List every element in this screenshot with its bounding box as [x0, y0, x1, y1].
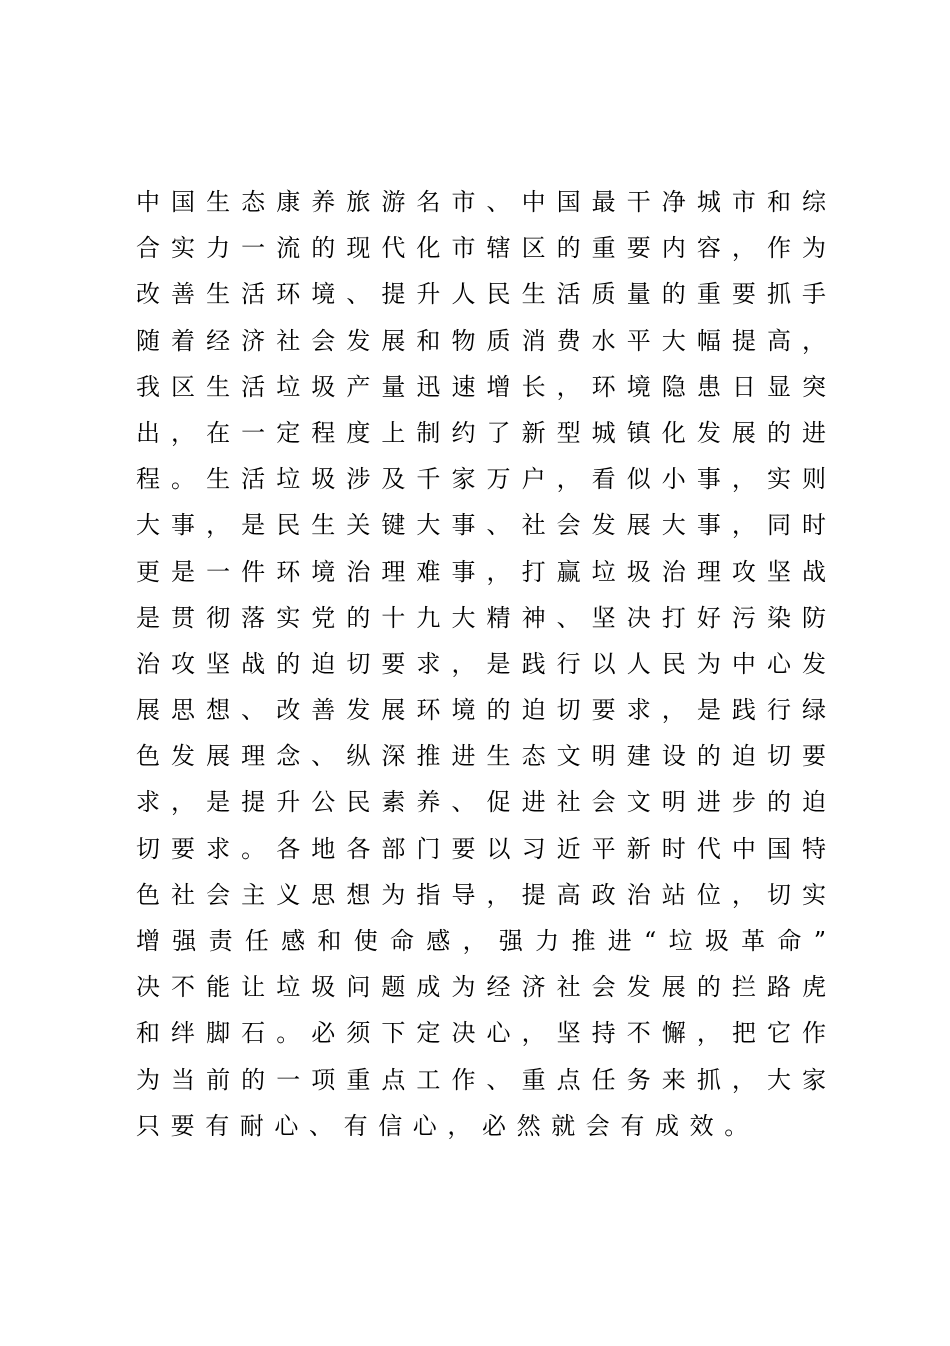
text-line-11: 治攻坚战的迫切要求，是践行以人民为中心发 [136, 649, 826, 678]
text-line-12: 展思想、改善发展环境的迫切要求，是践行绿 [136, 696, 826, 725]
text-line-9: 更是一件环境治理难事，打赢垃圾治理攻坚战 [136, 557, 826, 586]
text-line-10: 是贯彻落实党的十九大精神、坚决打好污染防 [136, 603, 826, 632]
text-line-2: 合实力一流的现代化市辖区的重要内容，作为 [136, 234, 826, 263]
text-line-13: 色发展理念、纵深推进生态文明建设的迫切要 [136, 742, 826, 771]
text-line-21: 只要有耐心、有信心，必然就会有成效。 [136, 1111, 759, 1140]
text-line-4: 随着经济社会发展和物质消费水平大幅提高， [136, 326, 826, 355]
text-line-17: 增强责任感和使命感，强力推进“垃圾革命” [136, 927, 826, 955]
body-paragraph [136, 179, 826, 1149]
text-line-7: 程。生活垃圾涉及千家万户，看似小事，实则 [136, 465, 826, 494]
text-line-20: 为当前的一项重点工作、重点任务来抓，大家 [136, 1065, 826, 1094]
text-line-19: 和绊脚石。必须下定决心，坚持不懈，把它作 [136, 1019, 826, 1048]
text-line-5: 我区生活垃圾产量迅速增长，环境隐患日显突 [136, 372, 826, 401]
text-line-16: 色社会主义思想为指导，提高政治站位，切实 [136, 880, 826, 909]
text-line-14: 求，是提升公民素养、促进社会文明进步的迫 [136, 788, 826, 817]
text-line-6: 出，在一定程度上制约了新型城镇化发展的进 [136, 418, 826, 447]
text-line-3: 改善生活环境、提升人民生活质量的重要抓手 [136, 280, 826, 309]
text-line-1: 中国生态康养旅游名市、中国最干净城市和综 [136, 188, 826, 216]
text-line-18: 决不能让垃圾问题成为经济社会发展的拦路虎 [136, 973, 826, 1002]
text-line-8: 大事，是民生关键大事、社会发展大事，同时 [136, 511, 826, 540]
text-line-15: 切要求。各地各部门要以习近平新时代中国特 [136, 834, 826, 863]
